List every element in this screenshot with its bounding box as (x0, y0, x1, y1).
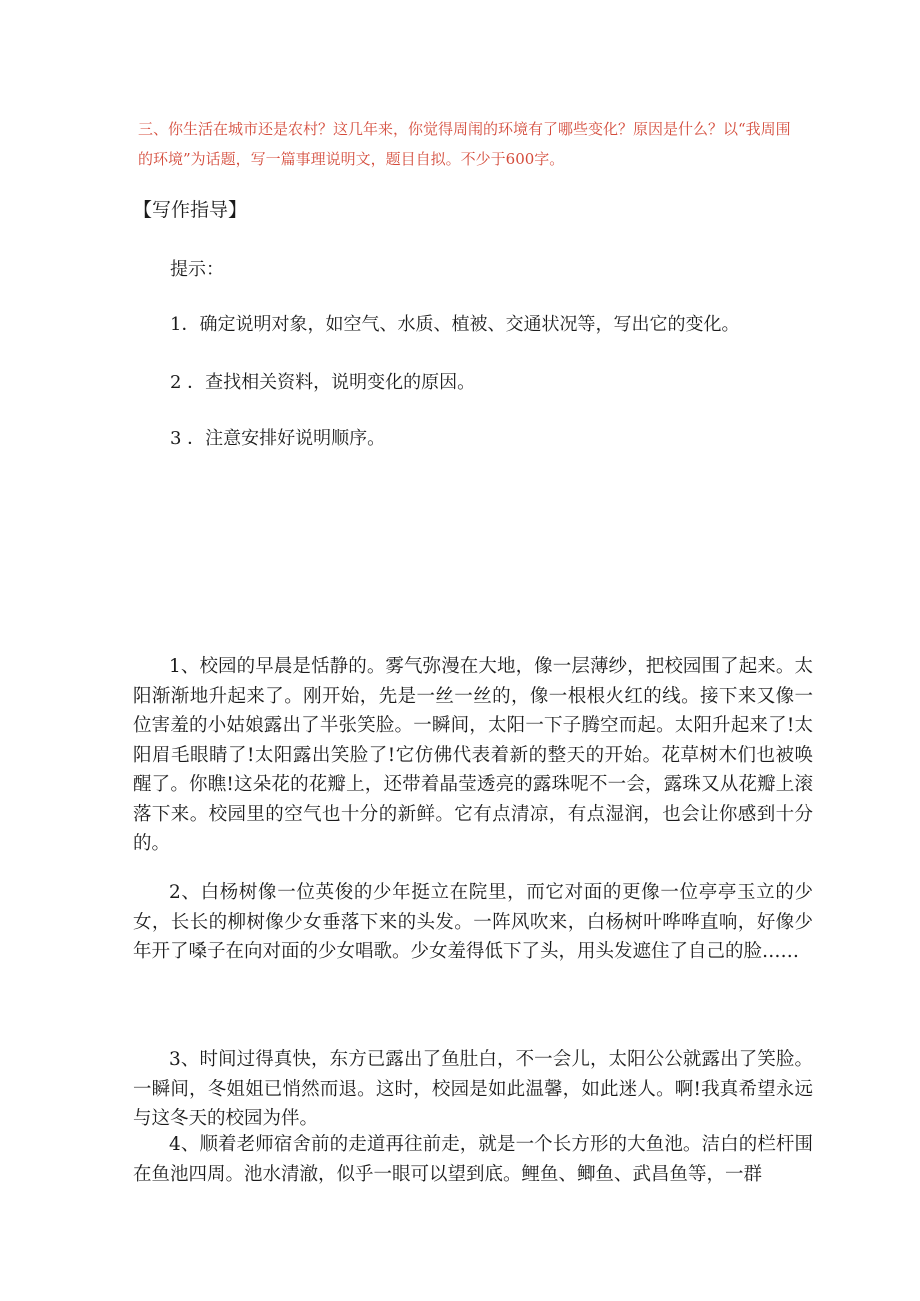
sample-paragraph-1: 1、校园的早晨是恬静的。雾气弥漫在大地，像一层薄纱，把校园围了起来。太阳渐渐地升起来了。刚开始，先是一丝一丝的，像一根根火红的线。接下来又像一位害羞的小姑娘露出了半张笑脸。一瞬间，太阳一下子腾空而起。太阳升起来了!太阳眉毛眼睛了!太阳露出笑脸了!它仿佛代表着新的整天的开始。花草树木们也被唤醒了。你瞧!这朵花的花瓣上，还带着晶莹透亮的露珠呢不一会，露珠又从花瓣上滚落下来。校园里的空气也十分的新鲜。它有点清凉，有点湿润，也会让你感到十分的。 (133, 656, 813, 854)
writing-guidance-heading: 【写作指导】 (133, 199, 248, 221)
hint-label: 提示： (170, 259, 224, 280)
sample-paragraph-4: 4、顺着老师宿舍前的走道再往前走，就是一个长方形的大鱼池。洁白的栏杆围在鱼池四周。池水清澈，似乎一眼可以望到底。鲤鱼、鲫鱼、武昌鱼等，一群 (133, 1134, 813, 1185)
essay-question: 三、你生活在城市还是农村？这几年来，你觉得周闱的环境有了哪些变化？原因是什么？以“我周围的环境”为话题，写一篇事理说明文，题目自拟。不少于600字。 (138, 120, 791, 168)
hint-item-1: 1．确定说明对象，如空气、水质、植被、交通状况等，写出它的变化。 (170, 314, 740, 335)
hint-item-2: 2 ．查找相关资料，说明变化的原因。 (170, 372, 476, 393)
sample-paragraph-3: 3、时间过得真快，东方已露出了鱼肚白，不一会儿，太阳公公就露出了笑脸。一瞬间，冬姐姐已悄然而退。这时，校园是如此温馨，如此迷人。啊!我真希望永远与这冬天的校园为伴。 (133, 1049, 813, 1129)
sample-paragraph-2: 2、白杨树像一位英俊的少年挺立在院里，而它对面的更像一位亭亭玉立的少女，长长的柳树像少女垂落下来的头发。一阵风吹来，白杨树叶哗哗直响，好像少年开了嗓子在向对面的少女唱歌。少女羞得低下了头，用头发遮住了自己的脸…… (133, 882, 813, 962)
hint-item-3: 3 ．注意安排好说明顺序。 (170, 428, 386, 449)
